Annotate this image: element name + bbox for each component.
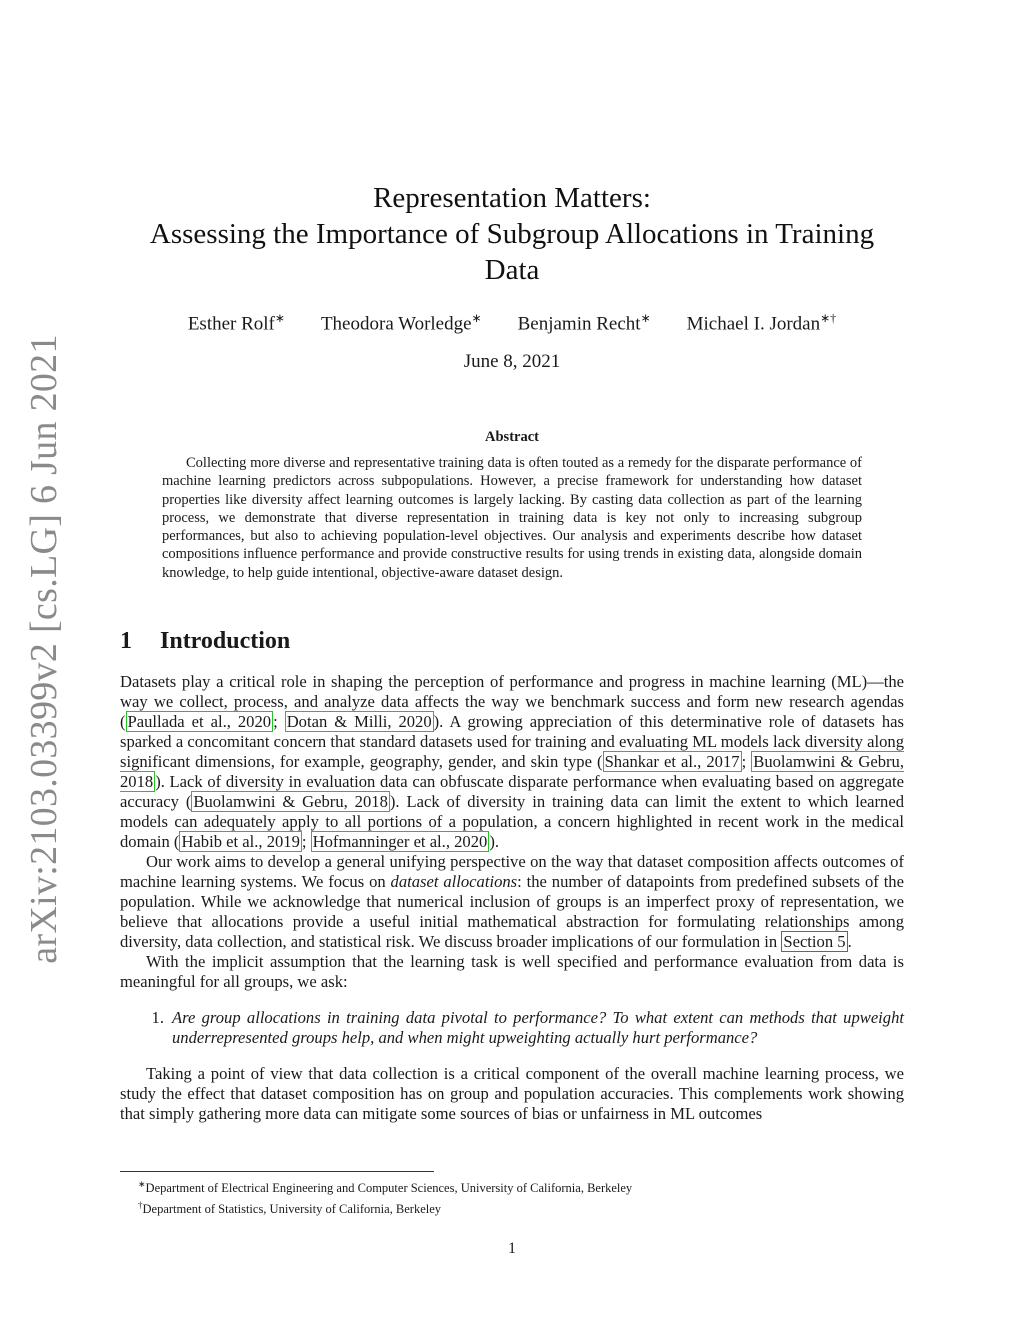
title-line-1: Representation Matters: <box>373 182 651 214</box>
section-number: 1 <box>120 628 132 654</box>
section-reference-link[interactable]: Section 5 <box>783 932 846 951</box>
citation-link[interactable]: Dotan & Milli, 2020 <box>286 712 432 731</box>
question-text: Are group allocations in training data pivotal to performance? To what extent can methods that upweight underrepresented groups help, and when might upweighting actually hurt performance? <box>172 1008 904 1047</box>
question-list <box>120 1008 904 1048</box>
footnote: ∗Department of Electrical Engineering and Computer Sciences, University of California, Berkeley <box>138 1179 633 1196</box>
paper-title <box>120 180 904 288</box>
footnotes <box>120 1176 904 1218</box>
citation-link[interactable]: Shankar et al., 2017 <box>604 752 740 771</box>
paragraph: Taking a point of view that data collection is a critical component of the overall machine learning process, we study the effect that dataset composition has on group and population accuracies. This complements work showing that simply gathering more data can mitigate some sources of bias or unfairness in ML outcomes <box>120 1064 904 1123</box>
paragraph: Datasets play a critical role in shaping the perception of performance and progress in machine learning (ML)—the way we collect, process, and analyze data affects the way we benchmark success and form new research agendas ( Paullada et al., 2020 ; Dotan & Milli, 2020 ). A growing appreciation of this determinative role of datasets has sparked a concomitant concern that standard datasets used for training and evaluating ML models lack diversity along significant dimensions, for example, geography, gender, and skin type ( Shankar et al., 2017 ; Buolamwini & Gebru, 2018 ). Lack of diversity in evaluation data can obfuscate disparate performance when evaluating based on aggregate accuracy ( Buolamwini & Gebru, 2018 ). Lack of diversity in training data can limit the extent to which learned models can adequately apply to all portions of a population, a concern highlighted in recent work in the medical domain ( Habib et al., 2019 ; Hofmanninger et al., 2020 ). <box>120 672 905 851</box>
footnote-rule <box>120 1171 434 1172</box>
citation-link[interactable]: Buolamwini & Gebru, 2018 <box>120 752 904 791</box>
footnote: †Department of Statistics, University of California, Berkeley <box>138 1200 442 1217</box>
title-line-3: Data <box>484 254 540 286</box>
section-title: Introduction <box>160 628 291 654</box>
author-list <box>120 311 904 335</box>
arxiv-stamp <box>22 334 66 964</box>
question-number: 1. <box>151 1008 164 1027</box>
body-text <box>120 672 904 1124</box>
section-heading <box>120 628 290 655</box>
citation-link[interactable]: Hofmanninger et al., 2020 <box>312 832 488 851</box>
author: Benjamin Recht∗ <box>517 311 651 335</box>
abstract-text: Collecting more diverse and representative training data is often touted as a remedy for the disparate performance of machine learning predictors across subpopulations. However, a precise framework for understanding how dataset properties like diversity affect learning outcomes is largely lacking. By casting data collection as part of the learning process, we demonstrate that diverse representation in training data is key not only to increasing subgroup performances, but also to achieving population-level objectives. Our analysis and experiments describe how dataset compositions influence performance and provide constructive results for using trends in existing data, alongside domain knowledge, to help guide intentional, objective-aware dataset design. <box>162 455 862 581</box>
citation-link[interactable]: Buolamwini & Gebru, 2018 <box>193 792 388 811</box>
emphasis: dataset allocations <box>390 872 518 891</box>
title-line-2: Assessing the Importance of Subgroup Allocations in Training <box>149 218 875 250</box>
author: Esther Rolf∗ <box>187 311 285 335</box>
arxiv-stamp-text: arXiv:2103.03399v2 [cs.LG] 6 Jun 2021 <box>23 334 65 964</box>
author: Theodora Worledge∗ <box>320 311 482 335</box>
abstract-heading: Abstract <box>485 429 539 445</box>
citation-link[interactable]: Habib et al., 2019 <box>181 832 300 851</box>
citation-link[interactable]: Paullada et al., 2020 <box>127 712 272 731</box>
paragraph: Our work aims to develop a general unifying perspective on the way that dataset composition affects outcomes of machine learning systems. We focus on dataset allocations: the number of datapoints from predefined subsets of the population. While we acknowledge that numerical inclusion of groups is an imperfect proxy of representation, we believe that allocations provide a useful initial mathematical abstraction for formulating relationships among diversity, data collection, and statistical risk. We discuss broader implications of our formulation in Section 5 . <box>120 852 904 951</box>
page-number: 1 <box>508 1240 516 1257</box>
author: Michael I. Jordan∗† <box>686 311 837 335</box>
publication-date: June 8, 2021 <box>463 351 561 372</box>
paragraph: With the implicit assumption that the learning task is well specified and performance evaluation from data is meaningful for all groups, we ask: <box>120 952 904 991</box>
